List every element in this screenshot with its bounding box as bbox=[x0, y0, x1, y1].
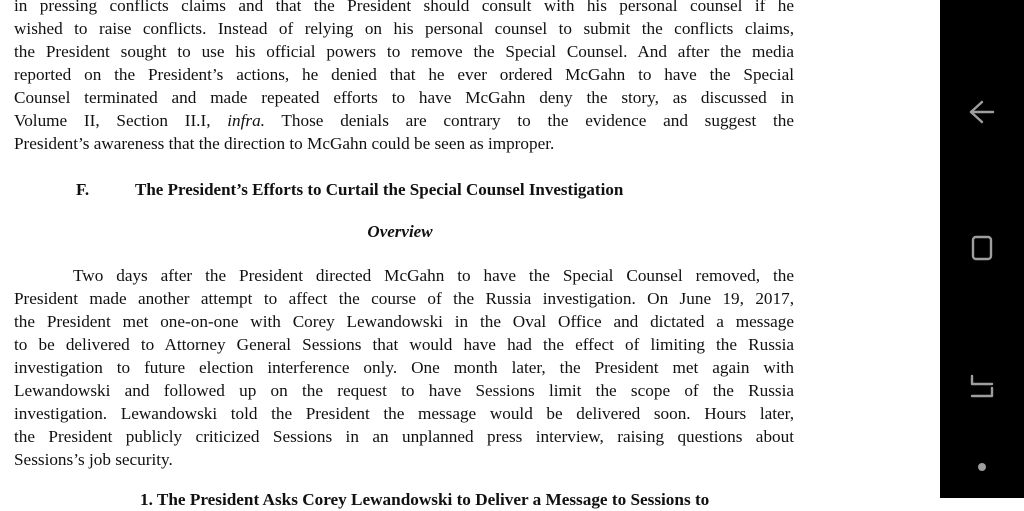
section-title: The President’s Efforts to Curtail the Special Counsel Investigation bbox=[135, 180, 624, 199]
section-letter: F. bbox=[76, 180, 90, 199]
back-icon bbox=[967, 97, 997, 127]
paragraph1-line-6: Volume II, Section II.I, infra. Those denials are contrary to the evidence and suggest the bbox=[14, 111, 794, 130]
indicator-dot bbox=[940, 437, 1024, 497]
navigation-bar bbox=[940, 0, 1024, 498]
paragraph2-line-3: the President met one-on-one with Corey Lewandowski in the Oval Office and dictated a message bbox=[14, 312, 794, 331]
paragraph1-line-3: the President sought to use his official powers to remove the Special Counsel. And after the media bbox=[14, 42, 794, 61]
infra-emphasis: infra. bbox=[227, 111, 265, 130]
dot-indicator-icon bbox=[976, 461, 988, 473]
paragraph1-line-5: Counsel terminated and made repeated efforts to have McGahn deny the story, as discussed in bbox=[14, 88, 794, 107]
home-icon bbox=[967, 233, 997, 263]
recents-button[interactable] bbox=[940, 356, 1024, 416]
paragraph2-line-4: to be delivered to Attorney General Sessions that would have had the effect of limiting the Russia bbox=[14, 335, 794, 354]
next-heading-cutoff: 1. The President Asks Corey Lewandowski to Deliver a Message to Sessions to bbox=[140, 490, 710, 509]
back-button[interactable] bbox=[940, 82, 1024, 142]
paragraph1-line-4: reported on the President’s actions, he denied that he ever ordered McGahn to have the Special bbox=[14, 65, 794, 84]
paragraph2-line-2: President made another attempt to affect the course of the Russia investigation. On June 19, 2017, bbox=[14, 289, 794, 308]
paragraph1-line-1: in pressing conflicts claims and that the President should consult with his personal counsel if he bbox=[14, 0, 794, 15]
recents-icon bbox=[967, 371, 997, 401]
section-subtitle: Overview bbox=[367, 222, 433, 241]
paragraph2-line-8: the President publicly criticized Sessions in an unplanned press interview, raising questions about bbox=[14, 427, 794, 446]
paragraph1-line-2: wished to raise conflicts. Instead of relying on his personal counsel to submit the conflicts claims, bbox=[14, 19, 794, 38]
paragraph1-line-7: President’s awareness that the direction to McGahn could be seen as improper. bbox=[14, 134, 555, 153]
home-button[interactable] bbox=[940, 218, 1024, 278]
paragraph2-line-7: investigation. Lewandowski told the President the message would be delivered soon. Hours later, bbox=[14, 404, 794, 423]
paragraph2-line-6: Lewandowski and followed up on the request to have Sessions limit the scope of the Russia bbox=[14, 381, 794, 400]
paragraph2-line-9: Sessions’s job security. bbox=[14, 450, 173, 469]
paragraph2-line-1: Two days after the President directed McGahn to have the Special Counsel removed, the bbox=[73, 266, 794, 285]
paragraph2-line-5: investigation to future election interference only. One month later, the President met again with bbox=[14, 358, 794, 377]
